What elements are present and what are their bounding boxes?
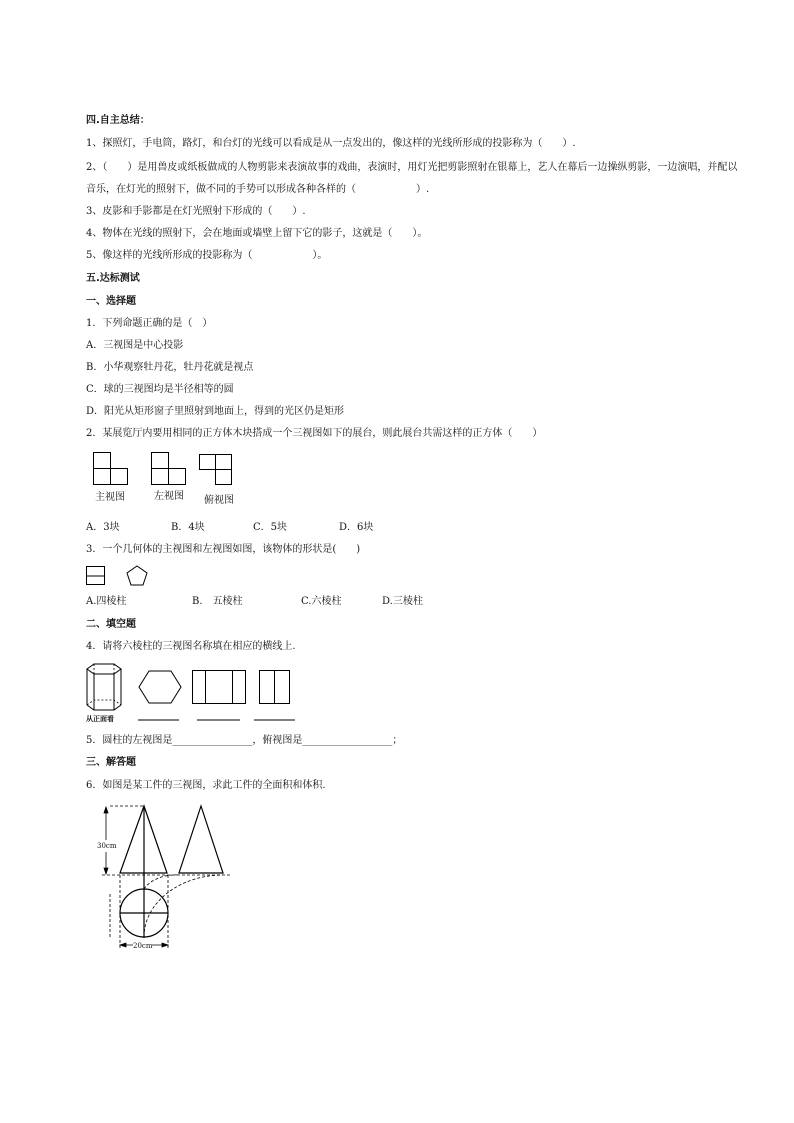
q4-stem: 4．请将六棱柱的三视图名称填在相应的横线上. xyxy=(86,641,296,652)
q2-option-b: B．4块 xyxy=(171,522,205,533)
q6-width-label: 20cm xyxy=(133,942,153,950)
q4-top-view-hexagon xyxy=(138,670,182,704)
q6-stem: 6．如图是某工件的三视图，求此工件的全面积和体积. xyxy=(86,780,326,791)
q2-label-top: 俯视图 xyxy=(204,495,234,506)
q6-figure xyxy=(92,804,242,954)
q2-label-left: 左视图 xyxy=(154,491,184,502)
q3-option-a: A.四棱柱 xyxy=(86,596,127,607)
q1-option-d: D．阳光从矩形窗子里照射到地面上，得到的光区仍是矩形 xyxy=(86,406,345,417)
summary-item-1: 1、探照灯，手电筒，路灯，和台灯的光线可以看成是从一点发出的，像这样的光线所形成的投影称为（ ）. xyxy=(86,138,576,149)
q2-option-c: C．5块 xyxy=(253,522,288,533)
q1-option-c: C．球的三视图均是半径相等的圆 xyxy=(86,384,234,395)
q5-stem: 5．圆柱的左视图是________________，俯视图是__________________； xyxy=(86,735,403,746)
section-answer: 三、解答题 xyxy=(86,757,136,768)
q2-option-d: D．6块 xyxy=(339,522,374,533)
q2-front-view-figure xyxy=(93,452,129,486)
q2-top-view-figure xyxy=(199,454,233,486)
q3-stem: 3．一个几何体的主视图和左视图如图，该物体的形状是( ) xyxy=(86,544,361,555)
q2-label-front: 主视图 xyxy=(95,492,125,503)
q4-front-view-rects xyxy=(192,670,246,704)
q2-option-a: A．3块 xyxy=(86,522,120,533)
summary-item-5: 5、像这样的光线所形成的投影称为（ ）。 xyxy=(86,250,328,261)
q3-option-b: B. 五棱柱 xyxy=(192,596,243,607)
q3-left-view-figure xyxy=(126,565,148,587)
q2-left-view-figure xyxy=(151,452,187,486)
q1-stem: 1．下列命题正确的是（ ） xyxy=(86,318,213,329)
summary-item-4: 4、物体在光线的照射下，会在地面或墙壁上留下它的影子，这就是（ ）。 xyxy=(86,228,428,239)
summary-item-2: 2、（ ）是用兽皮或纸板做成的人物剪影来表演故事的戏曲，表演时，用灯光把剪影照射在银幕上，艺人在幕后一边操纵剪影，一边演唱，并配以 xyxy=(86,162,738,173)
q3-option-c: C.六棱柱 xyxy=(301,596,342,607)
section-choice: 一、选择题 xyxy=(86,296,136,307)
q1-option-a: A．三视图是中心投影 xyxy=(86,340,184,351)
q4-left-view-rects xyxy=(259,670,291,704)
q3-option-d: D.三棱柱 xyxy=(382,596,423,607)
q4-front-label: 从正面看 xyxy=(86,715,114,723)
q2-stem: 2．某展览厅内要用相同的正方体木块搭成一个三视图如下的展台，则此展台共需这样的正方体（ ） xyxy=(86,428,543,439)
q6-height-label: 30cm xyxy=(97,842,117,850)
q4-prism-figure xyxy=(86,662,122,712)
q3-front-view-figure xyxy=(86,566,106,586)
summary-item-3: 3、皮影和手影都是在灯光照射下形成的（ ）. xyxy=(86,206,306,217)
q4-answer-lines xyxy=(138,719,298,722)
section-fill: 二、填空题 xyxy=(86,619,136,630)
test-heading: 五.达标测试 xyxy=(86,273,140,284)
summary-item-2-cont: 音乐，在灯光的照射下，做不同的手势可以形成各种各样的（ ）. xyxy=(86,184,430,195)
q1-option-b: B．小华观察牡丹花，牡丹花就是视点 xyxy=(86,362,254,373)
summary-heading: 四.自主总结： xyxy=(86,115,150,126)
